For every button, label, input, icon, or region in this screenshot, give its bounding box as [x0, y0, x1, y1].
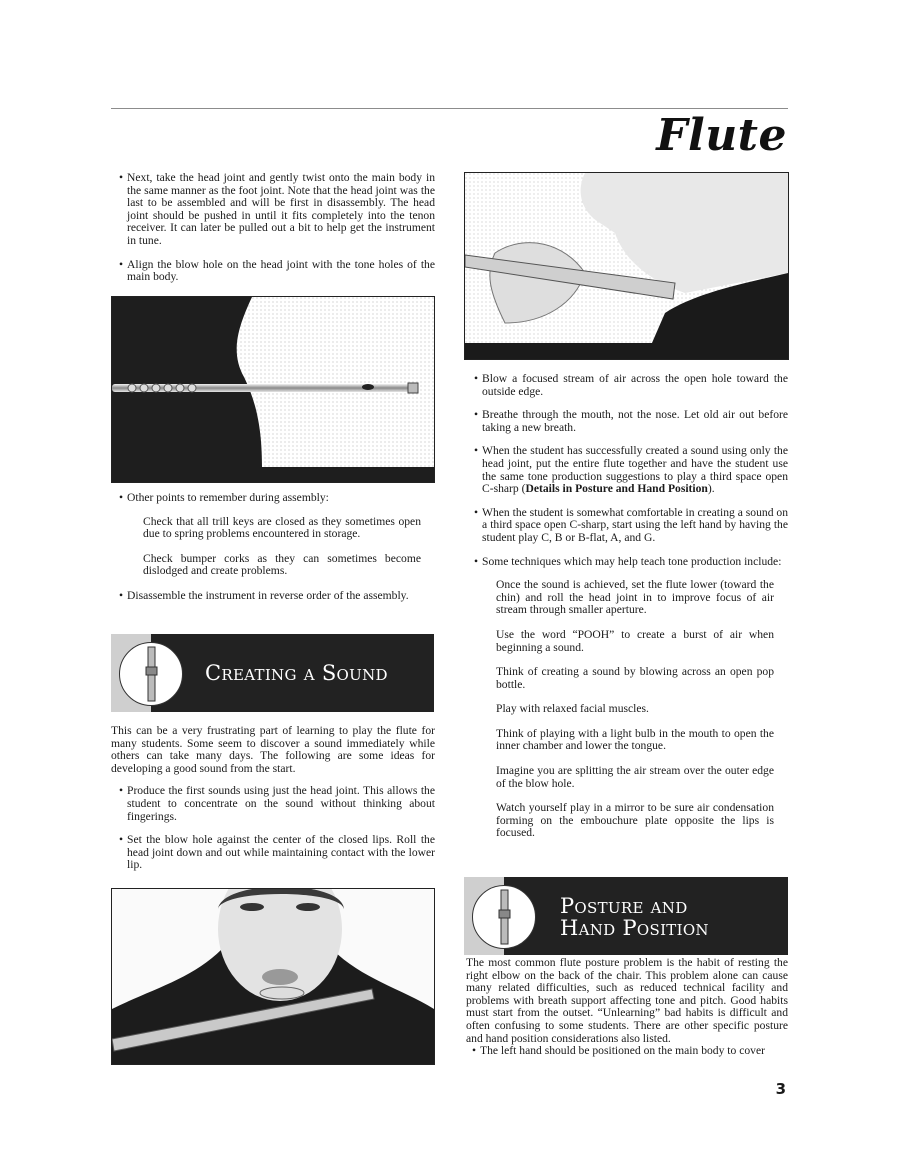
list-item: • Produce the first sounds using just the head joint. This allows the student to concentrate on the sound without thinking about fingerings. [119, 784, 435, 823]
section-heading: Posture and Hand Position [560, 894, 709, 940]
list-item: Check that all trill keys are closed as they sometimes open due to spring problems encountered in storage. [143, 514, 421, 541]
left-column-top [111, 172, 435, 295]
woman-playing-photo [111, 888, 435, 1065]
banner-circle [472, 885, 536, 949]
left-column-middle [111, 492, 435, 614]
side-view-playing-photo [464, 172, 789, 360]
list-item: • Breathe through the mouth, not the nose. Let old air out before taking a new breath. [474, 408, 788, 434]
flute-headjoint-icon [120, 643, 182, 705]
posture-banner [464, 877, 788, 955]
flute-assembly-photo [111, 296, 435, 483]
list-item: • Set the blow hole against the center of the closed lips. Roll the head joint down and out while maintaining contact with the lower lip. [119, 833, 435, 872]
list-item: Check bumper corks as they can sometimes become dislodged and create problems. [143, 551, 421, 578]
list-item: Watch yourself play in a mirror to be sure air condensation forming on the embouchure plate opposite the lips is focused. [496, 801, 774, 840]
list-item: Think of creating a sound by blowing across an open pop bottle. [496, 665, 774, 691]
list-item: • Other points to remember during assembly: [119, 491, 329, 504]
list-item: Play with relaxed facial muscles. [496, 702, 649, 716]
paragraph: This can be a very frustrating part of learning to play the flute for many students. Some seem to discover a sound immediately while others can take many days. The following are some ideas for developing a good sound from the start. [111, 724, 435, 775]
list-item: • Some techniques which may help teach tone production include: [474, 554, 782, 568]
list-item: • Blow a focused stream of air across the open hole toward the outside edge. [474, 372, 788, 398]
list-item: • When the student has successfully created a sound using only the head joint, put the entire flute together and have the student use the same tone production suggestions to play a third space open C-sharp (Details in Posture and Hand Position). [474, 444, 788, 496]
right-column-top [472, 373, 788, 852]
list-item: • Disassemble the instrument in reverse order of the assembly. [119, 588, 409, 602]
list-item: Once the sound is achieved, set the flute lower (toward the chin) and roll the head joint in to improve focus of air stream through smaller aperture. [496, 578, 774, 617]
list-item: • When the student is somewhat comfortable in creating a sound on a third space open C-sharp, start using the left hand by having the student play C, B or B-flat, A, and G. [474, 505, 788, 544]
banner-circle [119, 642, 183, 706]
page-title: Flute [656, 110, 787, 161]
list-item: • Next, take the head joint and gently twist onto the main body in the same manner as the foot joint. Note that the head joint was the last to be assembled and will be first in disassembly. The head joint should be pushed in until it fits completely into the tenon receiver. It can later be pulled out a bit to help get the instrument in tune. [119, 171, 435, 247]
section-heading: Creating a Sound [205, 661, 388, 685]
list-item: Use the word “POOH” to create a burst of air when beginning a sound. [496, 627, 774, 654]
paragraph: The most common flute posture problem is the habit of resting the right elbow on the back of the chair. This problem alone can cause many related difficulties, such as reduced technical facility and problems with breath support affecting tone and pitch. Good habits must start from the outset. “Unlearning” bad habits is difficult and often confusing to some students. There are other specific posture and hand position considerations also listed. [466, 956, 788, 1045]
list-item: • Align the blow hole on the head joint with the tone holes of the main body. [119, 257, 435, 284]
right-column-bottom [466, 957, 788, 1069]
list-item: • The left hand should be positioned on the main body to cover [472, 1044, 765, 1058]
list-item: Think of playing with a light bulb in the mouth to open the inner chamber and lower the tongue. [496, 726, 774, 753]
header-rule [111, 108, 788, 109]
flute-headjoint-icon [473, 886, 535, 948]
creating-sound-banner [111, 634, 434, 712]
cross-reference: Details in Posture and Hand Position [525, 482, 708, 496]
list-item: Imagine you are splitting the air stream over the outer edge of the blow hole. [496, 764, 774, 790]
left-column-bottom [111, 725, 435, 883]
page-number: 3 [775, 1080, 786, 1098]
